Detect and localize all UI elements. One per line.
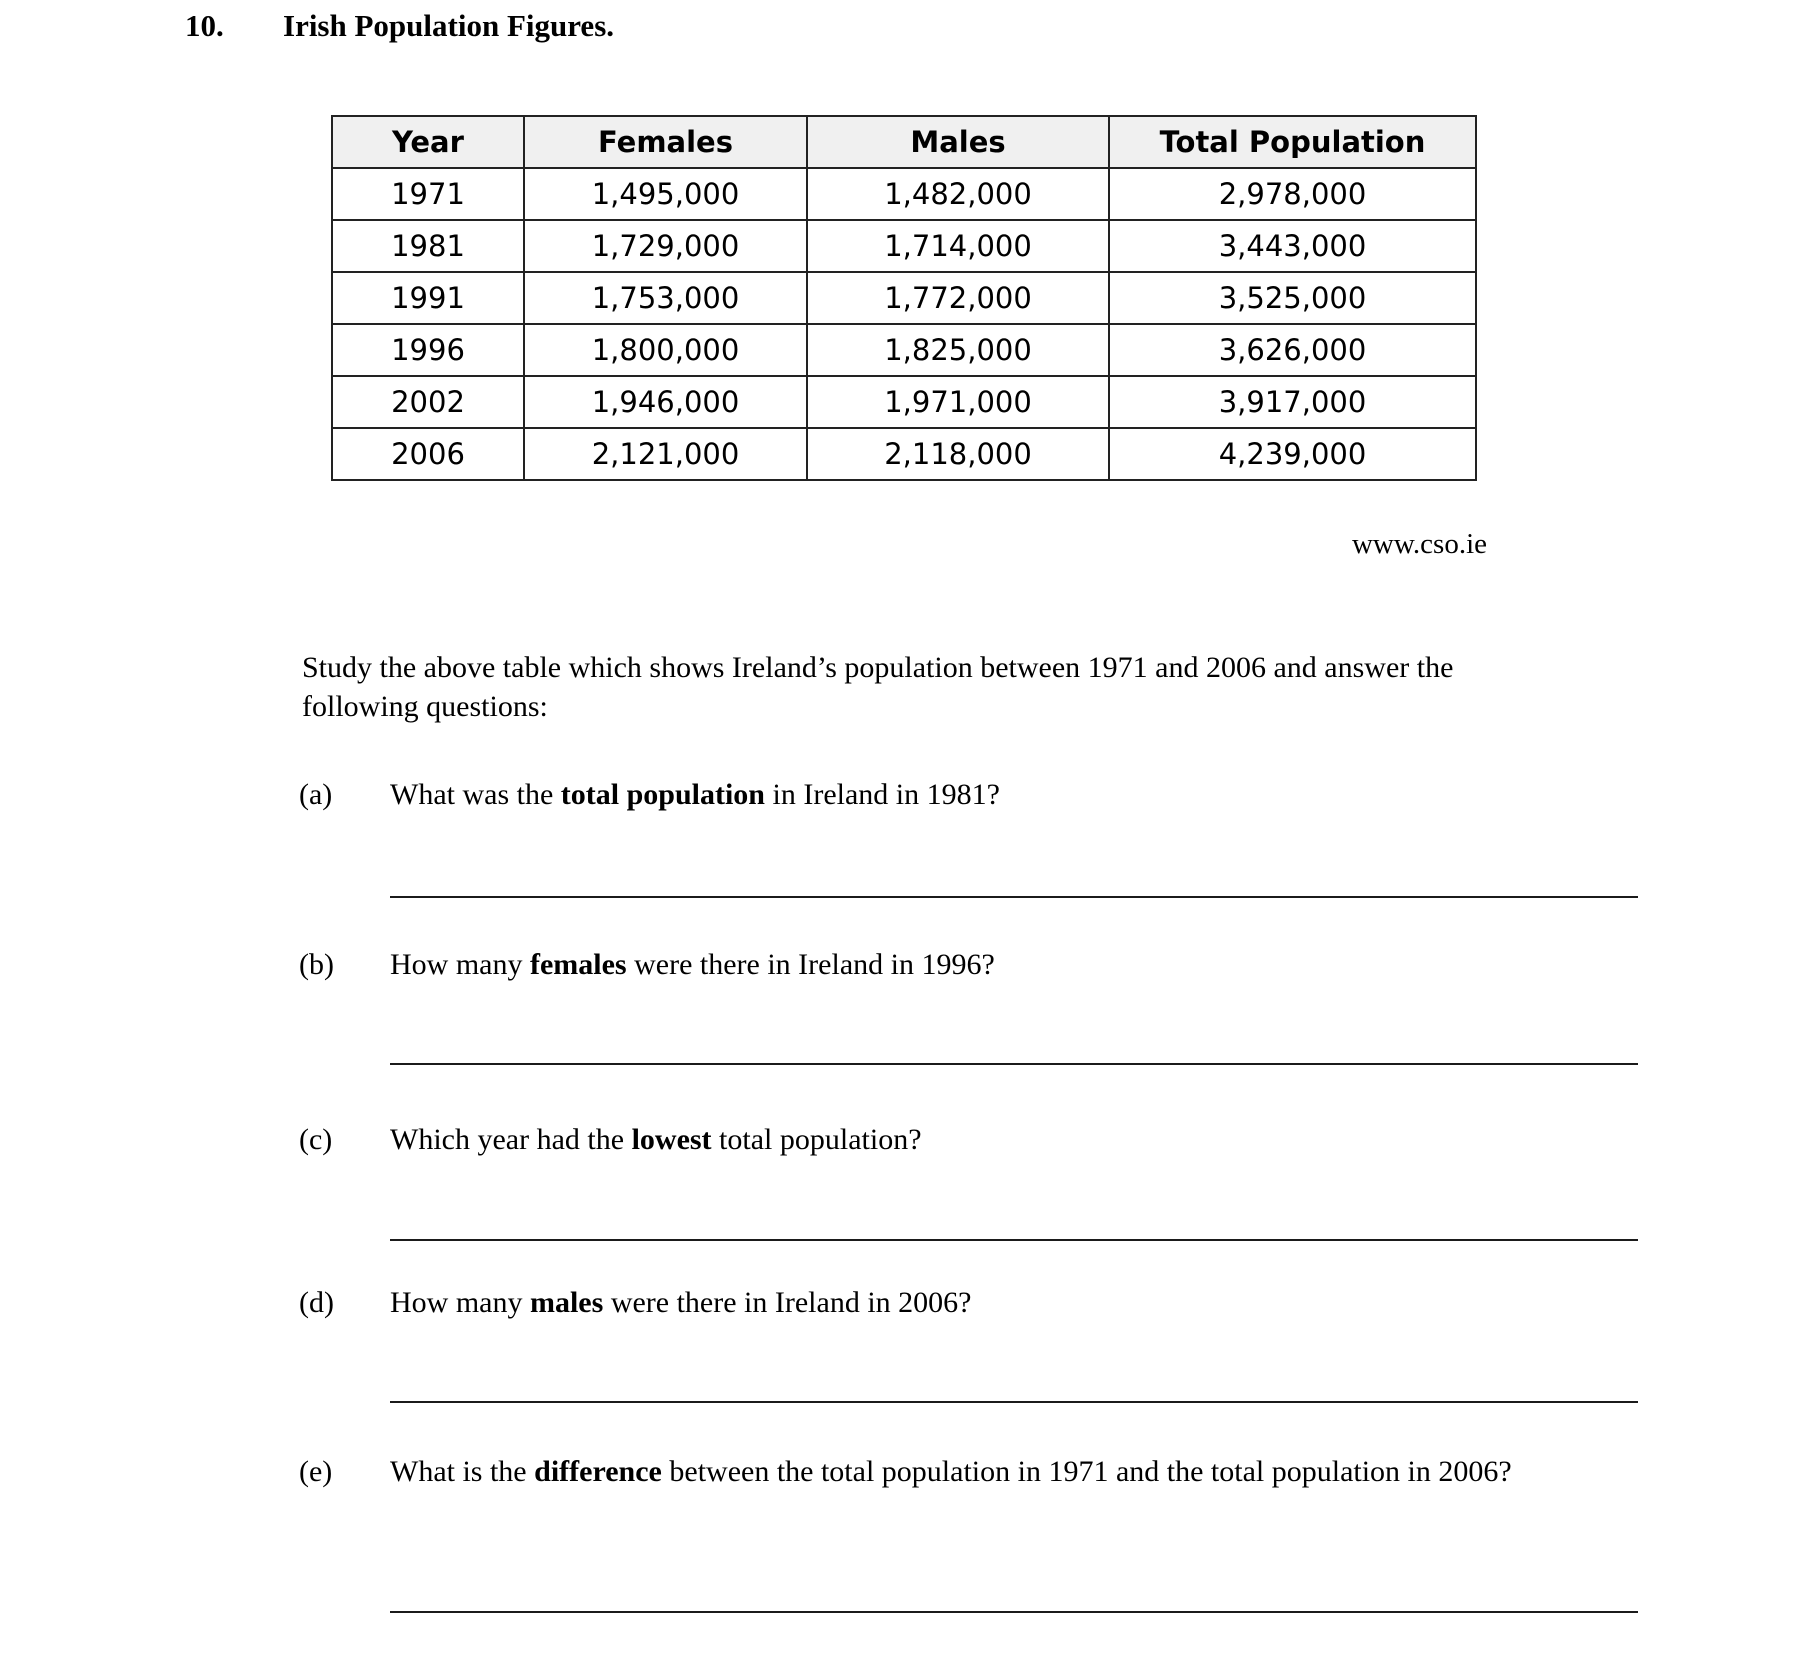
cell-males: 1,772,000: [807, 272, 1109, 324]
cell-year: 2002: [332, 376, 524, 428]
question-a-label: (a): [299, 778, 333, 811]
cell-females: 1,729,000: [524, 220, 807, 272]
cell-males: 1,971,000: [807, 376, 1109, 428]
cell-year: 1996: [332, 324, 524, 376]
column-header-females: Females: [524, 116, 807, 168]
cell-year: 1981: [332, 220, 524, 272]
question-a-text-after: in Ireland in 1981?: [765, 778, 1000, 811]
question-d-label: (d): [299, 1286, 334, 1319]
intro-paragraph: Study the above table which shows Ireland’s population between 1971 and 2006 and answer the following questions:: [302, 651, 1454, 723]
question-b-text-before: How many: [390, 948, 530, 981]
question-b: [299, 945, 1644, 984]
question-b-text: [390, 945, 1644, 984]
question-c-text-after: total population?: [711, 1123, 922, 1156]
answer-line-b: [390, 1063, 1638, 1065]
question-e: [299, 1452, 1644, 1491]
question-b-text-after: were there in Ireland in 1996?: [626, 948, 995, 981]
question-a-text: [390, 775, 1644, 814]
table-row: [332, 168, 1476, 220]
question-c-text: [390, 1120, 1644, 1159]
cell-total: 3,917,000: [1109, 376, 1476, 428]
cell-males: 1,714,000: [807, 220, 1109, 272]
question-e-text-bold: difference: [534, 1455, 662, 1488]
cell-males: 1,482,000: [807, 168, 1109, 220]
cell-females: 1,946,000: [524, 376, 807, 428]
question-e-text-before: What is the: [390, 1455, 535, 1488]
population-table: [331, 115, 1477, 481]
cell-females: 1,495,000: [524, 168, 807, 220]
question-d-text-before: How many: [390, 1286, 530, 1319]
table-row: [332, 220, 1476, 272]
page-title: Irish Population Figures.: [283, 8, 615, 43]
question-e-label: (e): [299, 1455, 333, 1488]
cell-total: 3,525,000: [1109, 272, 1476, 324]
table-header-row: [332, 116, 1476, 168]
column-header-year: Year: [332, 116, 524, 168]
column-header-males: Males: [807, 116, 1109, 168]
question-b-label: (b): [299, 948, 334, 981]
cell-total: 4,239,000: [1109, 428, 1476, 480]
question-number: 10.: [185, 8, 224, 43]
question-a-text-bold: total population: [560, 778, 765, 811]
question-c-text-bold: lowest: [631, 1123, 712, 1156]
table-row: [332, 324, 1476, 376]
question-a-text-before: What was the: [390, 778, 561, 811]
table-row: [332, 272, 1476, 324]
cell-females: 1,800,000: [524, 324, 807, 376]
answer-line-e: [390, 1611, 1638, 1613]
answer-line-d: [390, 1401, 1638, 1403]
data-source-credit: www.cso.ie: [1351, 528, 1487, 560]
question-d-text: [390, 1283, 1644, 1322]
cell-total: 2,978,000: [1109, 168, 1476, 220]
question-c-text-before: Which year had the: [390, 1123, 632, 1156]
cell-females: 1,753,000: [524, 272, 807, 324]
question-e-text-after: between the total population in 1971 and the total population in 2006?: [661, 1455, 1512, 1488]
cell-year: 2006: [332, 428, 524, 480]
cell-year: 1991: [332, 272, 524, 324]
cell-total: 3,626,000: [1109, 324, 1476, 376]
cell-males: 2,118,000: [807, 428, 1109, 480]
question-d-text-after: were there in Ireland in 2006?: [603, 1286, 972, 1319]
cell-females: 2,121,000: [524, 428, 807, 480]
question-a: [299, 775, 1644, 814]
cell-total: 3,443,000: [1109, 220, 1476, 272]
question-c: [299, 1120, 1644, 1159]
question-d: [299, 1283, 1644, 1322]
question-b-text-bold: females: [529, 948, 627, 981]
table-row: [332, 376, 1476, 428]
column-header-total-population: Total Population: [1109, 116, 1476, 168]
cell-males: 1,825,000: [807, 324, 1109, 376]
question-d-text-bold: males: [529, 1286, 604, 1319]
question-c-label: (c): [299, 1123, 333, 1156]
table-row: [332, 428, 1476, 480]
question-e-text: [390, 1452, 1644, 1491]
answer-line-a: [390, 896, 1638, 898]
answer-line-c: [390, 1239, 1638, 1241]
cell-year: 1971: [332, 168, 524, 220]
